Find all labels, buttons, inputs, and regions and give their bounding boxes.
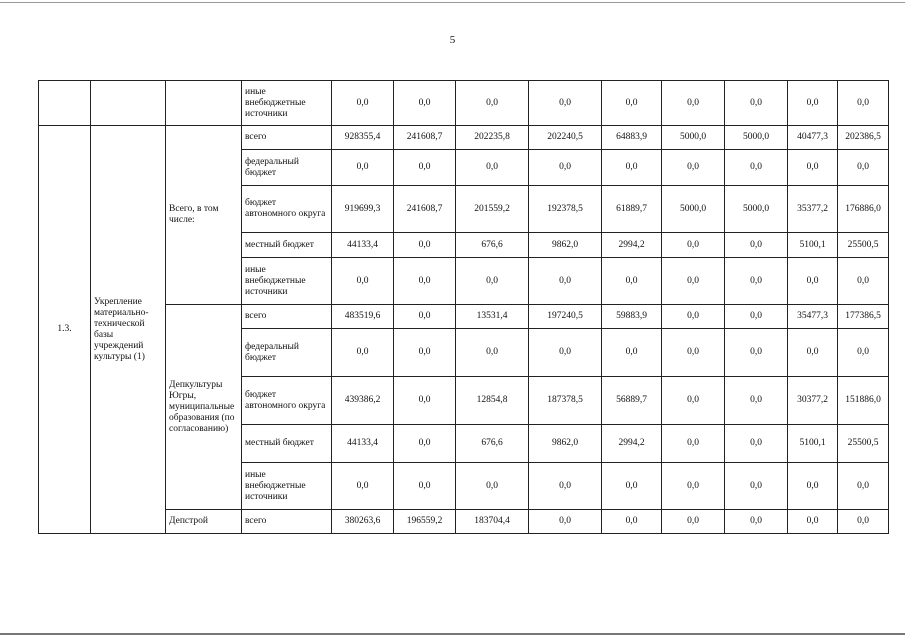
funding-source: иные внебюджетные источники bbox=[242, 81, 332, 126]
value-cell: 0,0 bbox=[838, 258, 889, 305]
funding-source: всего bbox=[242, 305, 332, 329]
value-cell: 0,0 bbox=[332, 258, 394, 305]
item-name: Укрепление материально-технической базы учреждений культуры (1) bbox=[91, 126, 166, 534]
value-cell: 0,0 bbox=[838, 81, 889, 126]
value-cell: 0,0 bbox=[529, 329, 602, 377]
executor: Депстрой bbox=[166, 510, 242, 534]
scan-edge-top bbox=[0, 2, 905, 3]
funding-source: иные внебюджетные источники bbox=[242, 258, 332, 305]
table-row bbox=[39, 510, 889, 534]
value-cell: 183704,4 bbox=[456, 510, 529, 534]
cell-empty bbox=[166, 81, 242, 126]
value-cell: 439386,2 bbox=[332, 377, 394, 425]
value-cell: 176886,0 bbox=[838, 186, 889, 233]
value-cell: 197240,5 bbox=[529, 305, 602, 329]
value-cell: 30377,2 bbox=[788, 377, 838, 425]
value-cell: 0,0 bbox=[838, 329, 889, 377]
value-cell: 0,0 bbox=[529, 510, 602, 534]
table-row bbox=[39, 305, 889, 329]
value-cell: 202240,5 bbox=[529, 126, 602, 150]
value-cell: 5000,0 bbox=[662, 126, 725, 150]
value-cell: 0,0 bbox=[394, 329, 456, 377]
value-cell: 0,0 bbox=[788, 510, 838, 534]
value-cell: 0,0 bbox=[602, 329, 662, 377]
value-cell: 0,0 bbox=[662, 81, 725, 126]
value-cell: 0,0 bbox=[662, 233, 725, 258]
value-cell: 483519,6 bbox=[332, 305, 394, 329]
value-cell: 5000,0 bbox=[725, 126, 788, 150]
value-cell: 0,0 bbox=[332, 81, 394, 126]
value-cell: 0,0 bbox=[529, 150, 602, 186]
value-cell: 0,0 bbox=[662, 305, 725, 329]
value-cell: 0,0 bbox=[662, 425, 725, 463]
value-cell: 0,0 bbox=[602, 150, 662, 186]
executor: Всего, в том числе: bbox=[166, 126, 242, 305]
funding-source: местный бюджет bbox=[242, 233, 332, 258]
scan-edge-bottom bbox=[0, 633, 905, 635]
value-cell: 0,0 bbox=[725, 329, 788, 377]
funding-source: федеральный бюджет bbox=[242, 150, 332, 186]
value-cell: 0,0 bbox=[394, 81, 456, 126]
value-cell: 0,0 bbox=[602, 463, 662, 510]
value-cell: 380263,6 bbox=[332, 510, 394, 534]
value-cell: 59883,9 bbox=[602, 305, 662, 329]
value-cell: 192378,5 bbox=[529, 186, 602, 233]
value-cell: 0,0 bbox=[725, 150, 788, 186]
value-cell: 0,0 bbox=[725, 425, 788, 463]
value-cell: 0,0 bbox=[332, 463, 394, 510]
value-cell: 0,0 bbox=[394, 425, 456, 463]
value-cell: 0,0 bbox=[456, 81, 529, 126]
value-cell: 0,0 bbox=[394, 463, 456, 510]
value-cell: 0,0 bbox=[725, 305, 788, 329]
value-cell: 0,0 bbox=[788, 463, 838, 510]
funding-source: местный бюджет bbox=[242, 425, 332, 463]
value-cell: 0,0 bbox=[394, 258, 456, 305]
value-cell: 56889,7 bbox=[602, 377, 662, 425]
value-cell: 9862,0 bbox=[529, 425, 602, 463]
value-cell: 0,0 bbox=[602, 258, 662, 305]
value-cell: 177386,5 bbox=[838, 305, 889, 329]
value-cell: 0,0 bbox=[725, 81, 788, 126]
value-cell: 0,0 bbox=[394, 233, 456, 258]
value-cell: 0,0 bbox=[456, 258, 529, 305]
value-cell: 0,0 bbox=[529, 81, 602, 126]
value-cell: 201559,2 bbox=[456, 186, 529, 233]
value-cell: 5000,0 bbox=[662, 186, 725, 233]
budget-table bbox=[38, 80, 889, 534]
value-cell: 35477,3 bbox=[788, 305, 838, 329]
item-number: 1.3. bbox=[39, 126, 91, 534]
value-cell: 5100,1 bbox=[788, 233, 838, 258]
value-cell: 919699,3 bbox=[332, 186, 394, 233]
value-cell: 0,0 bbox=[332, 329, 394, 377]
value-cell: 0,0 bbox=[662, 329, 725, 377]
value-cell: 0,0 bbox=[662, 377, 725, 425]
page-number: 5 bbox=[449, 34, 456, 46]
value-cell: 0,0 bbox=[725, 377, 788, 425]
value-cell: 44133,4 bbox=[332, 425, 394, 463]
value-cell: 0,0 bbox=[394, 150, 456, 186]
value-cell: 928355,4 bbox=[332, 126, 394, 150]
cell-empty bbox=[39, 81, 91, 126]
value-cell: 12854,8 bbox=[456, 377, 529, 425]
value-cell: 40477,3 bbox=[788, 126, 838, 150]
funding-source: бюджет автономного округа bbox=[242, 186, 332, 233]
value-cell: 0,0 bbox=[394, 305, 456, 329]
value-cell: 0,0 bbox=[529, 463, 602, 510]
value-cell: 676,6 bbox=[456, 425, 529, 463]
funding-source: всего bbox=[242, 126, 332, 150]
value-cell: 241608,7 bbox=[394, 186, 456, 233]
executor: Депкультуры Югры, муниципальные образования (по согласованию) bbox=[166, 305, 242, 510]
value-cell: 9862,0 bbox=[529, 233, 602, 258]
value-cell: 202386,5 bbox=[838, 126, 889, 150]
value-cell: 2994,2 bbox=[602, 233, 662, 258]
value-cell: 196559,2 bbox=[394, 510, 456, 534]
value-cell: 0,0 bbox=[662, 258, 725, 305]
value-cell: 0,0 bbox=[725, 510, 788, 534]
value-cell: 0,0 bbox=[456, 463, 529, 510]
funding-source: иные внебюджетные источники bbox=[242, 463, 332, 510]
value-cell: 0,0 bbox=[788, 258, 838, 305]
value-cell: 44133,4 bbox=[332, 233, 394, 258]
value-cell: 241608,7 bbox=[394, 126, 456, 150]
value-cell: 25500,5 bbox=[838, 233, 889, 258]
value-cell: 0,0 bbox=[788, 81, 838, 126]
value-cell: 0,0 bbox=[725, 233, 788, 258]
table-row bbox=[39, 81, 889, 126]
value-cell: 2994,2 bbox=[602, 425, 662, 463]
value-cell: 0,0 bbox=[456, 329, 529, 377]
value-cell: 0,0 bbox=[838, 150, 889, 186]
value-cell: 5100,1 bbox=[788, 425, 838, 463]
value-cell: 0,0 bbox=[662, 510, 725, 534]
value-cell: 5000,0 bbox=[725, 186, 788, 233]
value-cell: 187378,5 bbox=[529, 377, 602, 425]
value-cell: 0,0 bbox=[456, 150, 529, 186]
value-cell: 0,0 bbox=[838, 510, 889, 534]
value-cell: 0,0 bbox=[838, 463, 889, 510]
value-cell: 0,0 bbox=[662, 150, 725, 186]
value-cell: 61889,7 bbox=[602, 186, 662, 233]
value-cell: 0,0 bbox=[332, 150, 394, 186]
funding-source: бюджет автономного округа bbox=[242, 377, 332, 425]
value-cell: 13531,4 bbox=[456, 305, 529, 329]
value-cell: 0,0 bbox=[788, 150, 838, 186]
funding-source: всего bbox=[242, 510, 332, 534]
value-cell: 0,0 bbox=[788, 329, 838, 377]
value-cell: 676,6 bbox=[456, 233, 529, 258]
value-cell: 0,0 bbox=[725, 258, 788, 305]
value-cell: 202235,8 bbox=[456, 126, 529, 150]
value-cell: 64883,9 bbox=[602, 126, 662, 150]
cell-empty bbox=[91, 81, 166, 126]
value-cell: 0,0 bbox=[529, 258, 602, 305]
value-cell: 0,0 bbox=[662, 463, 725, 510]
value-cell: 0,0 bbox=[725, 463, 788, 510]
value-cell: 0,0 bbox=[394, 377, 456, 425]
value-cell: 151886,0 bbox=[838, 377, 889, 425]
funding-source: федеральный бюджет bbox=[242, 329, 332, 377]
value-cell: 0,0 bbox=[602, 510, 662, 534]
value-cell: 25500,5 bbox=[838, 425, 889, 463]
value-cell: 35377,2 bbox=[788, 186, 838, 233]
table-row bbox=[39, 126, 889, 150]
value-cell: 0,0 bbox=[602, 81, 662, 126]
